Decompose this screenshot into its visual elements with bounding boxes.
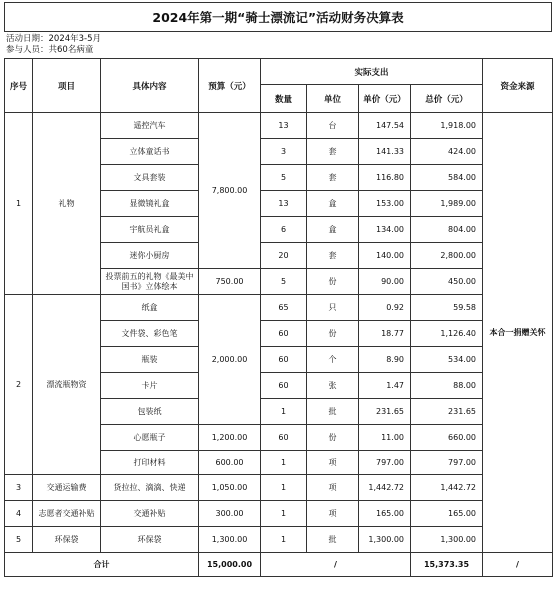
seq-cell: 2	[5, 295, 33, 475]
qty-cell: 60	[261, 373, 307, 399]
project-cell: 漂流瓶物资	[33, 295, 101, 475]
total-slash: /	[261, 553, 411, 577]
unit-cell: 盒	[307, 217, 359, 243]
detail-cell: 打印材料	[101, 451, 199, 475]
total-cell: 804.00	[411, 217, 483, 243]
unit-cell: 个	[307, 347, 359, 373]
detail-cell: 卡片	[101, 373, 199, 399]
price-cell: 134.00	[359, 217, 411, 243]
qty-cell: 13	[261, 113, 307, 139]
detail-cell: 遥控汽车	[101, 113, 199, 139]
price-cell: 18.77	[359, 321, 411, 347]
total-cell: 1,918.00	[411, 113, 483, 139]
qty-cell: 5	[261, 165, 307, 191]
header-seq: 序号	[5, 59, 33, 113]
total-cell: 584.00	[411, 165, 483, 191]
unit-cell: 张	[307, 373, 359, 399]
header-unit: 单位	[307, 85, 359, 113]
seq-cell: 3	[5, 475, 33, 501]
header-source: 资金来源	[483, 59, 553, 113]
detail-cell: 迷你小厨房	[101, 243, 199, 269]
seq-cell: 5	[5, 527, 33, 553]
price-cell: 153.00	[359, 191, 411, 217]
unit-cell: 份	[307, 269, 359, 295]
price-cell: 1.47	[359, 373, 411, 399]
detail-cell: 交通补贴	[101, 501, 199, 527]
total-row	[5, 553, 553, 577]
budget-cell: 1,050.00	[199, 475, 261, 501]
unit-cell: 项	[307, 501, 359, 527]
detail-cell: 文件袋、彩色笔	[101, 321, 199, 347]
project-cell: 礼物	[33, 113, 101, 295]
price-cell: 90.00	[359, 269, 411, 295]
unit-cell: 批	[307, 399, 359, 425]
total-cell: 1,126.40	[411, 321, 483, 347]
unit-cell: 份	[307, 321, 359, 347]
total-actual: 15,373.35	[411, 553, 483, 577]
table-row	[5, 501, 553, 527]
price-cell: 1,300.00	[359, 527, 411, 553]
activity-date: 活动日期：2024年3-5月	[6, 34, 102, 44]
project-cell: 环保袋	[33, 527, 101, 553]
total-label: 合计	[5, 553, 199, 577]
detail-cell: 投票前五的礼物《最美中国书》立体绘本	[101, 269, 199, 295]
seq-cell: 1	[5, 113, 33, 295]
header-budget: 预算（元）	[199, 59, 261, 113]
detail-cell: 文具套装	[101, 165, 199, 191]
qty-cell: 1	[261, 527, 307, 553]
detail-cell: 立体童话书	[101, 139, 199, 165]
total-cell: 424.00	[411, 139, 483, 165]
total-cell: 450.00	[411, 269, 483, 295]
price-cell: 1,442.72	[359, 475, 411, 501]
total-cell: 231.65	[411, 399, 483, 425]
qty-cell: 13	[261, 191, 307, 217]
unit-cell: 套	[307, 139, 359, 165]
header-detail: 具体内容	[101, 59, 199, 113]
total-cell: 1,442.72	[411, 475, 483, 501]
detail-cell: 纸盒	[101, 295, 199, 321]
total-cell: 660.00	[411, 425, 483, 451]
qty-cell: 5	[261, 269, 307, 295]
price-cell: 140.00	[359, 243, 411, 269]
qty-cell: 1	[261, 451, 307, 475]
qty-cell: 60	[261, 321, 307, 347]
price-cell: 141.33	[359, 139, 411, 165]
unit-cell: 套	[307, 243, 359, 269]
qty-cell: 3	[261, 139, 307, 165]
header-price: 单价（元）	[359, 85, 411, 113]
qty-cell: 1	[261, 399, 307, 425]
header-qty: 数量	[261, 85, 307, 113]
price-cell: 8.90	[359, 347, 411, 373]
budget-cell: 1,300.00	[199, 527, 261, 553]
detail-cell: 包装纸	[101, 399, 199, 425]
total-cell: 1,989.00	[411, 191, 483, 217]
source-slash: /	[483, 553, 553, 577]
unit-cell: 项	[307, 475, 359, 501]
document-title: 2024年第一期“骑士漂流记”活动财务决算表	[4, 2, 552, 32]
budget-cell: 7,800.00	[199, 113, 261, 269]
source-cell: 本合一捐赠关怀	[483, 113, 553, 553]
total-cell: 88.00	[411, 373, 483, 399]
detail-cell: 显微镜礼盒	[101, 191, 199, 217]
project-cell: 交通运输费	[33, 475, 101, 501]
total-cell: 1,300.00	[411, 527, 483, 553]
price-cell: 797.00	[359, 451, 411, 475]
unit-cell: 台	[307, 113, 359, 139]
price-cell: 147.54	[359, 113, 411, 139]
total-cell: 797.00	[411, 451, 483, 475]
unit-cell: 只	[307, 295, 359, 321]
header-actual: 实际支出	[261, 59, 483, 85]
participants: 参与人员：共60名病童	[6, 45, 94, 55]
detail-cell: 瓶装	[101, 347, 199, 373]
unit-cell: 套	[307, 165, 359, 191]
unit-cell: 份	[307, 425, 359, 451]
detail-cell: 宇航员礼盒	[101, 217, 199, 243]
qty-cell: 1	[261, 501, 307, 527]
budget-cell: 300.00	[199, 501, 261, 527]
header-total: 总价（元）	[411, 85, 483, 113]
settlement-table	[4, 58, 553, 577]
qty-cell: 60	[261, 425, 307, 451]
unit-cell: 盒	[307, 191, 359, 217]
price-cell: 165.00	[359, 501, 411, 527]
unit-cell: 批	[307, 527, 359, 553]
budget-cell: 750.00	[199, 269, 261, 295]
table-row	[5, 113, 553, 139]
total-budget: 15,000.00	[199, 553, 261, 577]
total-cell: 59.58	[411, 295, 483, 321]
qty-cell: 60	[261, 347, 307, 373]
header-row-1	[5, 59, 553, 85]
total-cell: 534.00	[411, 347, 483, 373]
budget-cell: 600.00	[199, 451, 261, 475]
table-row	[5, 475, 553, 501]
table-row	[5, 295, 553, 321]
qty-cell: 1	[261, 475, 307, 501]
seq-cell: 4	[5, 501, 33, 527]
header-project: 项目	[33, 59, 101, 113]
table-row	[5, 527, 553, 553]
qty-cell: 20	[261, 243, 307, 269]
qty-cell: 65	[261, 295, 307, 321]
total-cell: 2,800.00	[411, 243, 483, 269]
budget-cell: 1,200.00	[199, 425, 261, 451]
total-cell: 165.00	[411, 501, 483, 527]
price-cell: 116.80	[359, 165, 411, 191]
qty-cell: 6	[261, 217, 307, 243]
price-cell: 231.65	[359, 399, 411, 425]
project-cell: 志愿者交通补贴	[33, 501, 101, 527]
price-cell: 11.00	[359, 425, 411, 451]
unit-cell: 项	[307, 451, 359, 475]
price-cell: 0.92	[359, 295, 411, 321]
budget-cell: 2,000.00	[199, 295, 261, 425]
detail-cell: 环保袋	[101, 527, 199, 553]
detail-cell: 心愿瓶子	[101, 425, 199, 451]
detail-cell: 货拉拉、滴滴、快递	[101, 475, 199, 501]
